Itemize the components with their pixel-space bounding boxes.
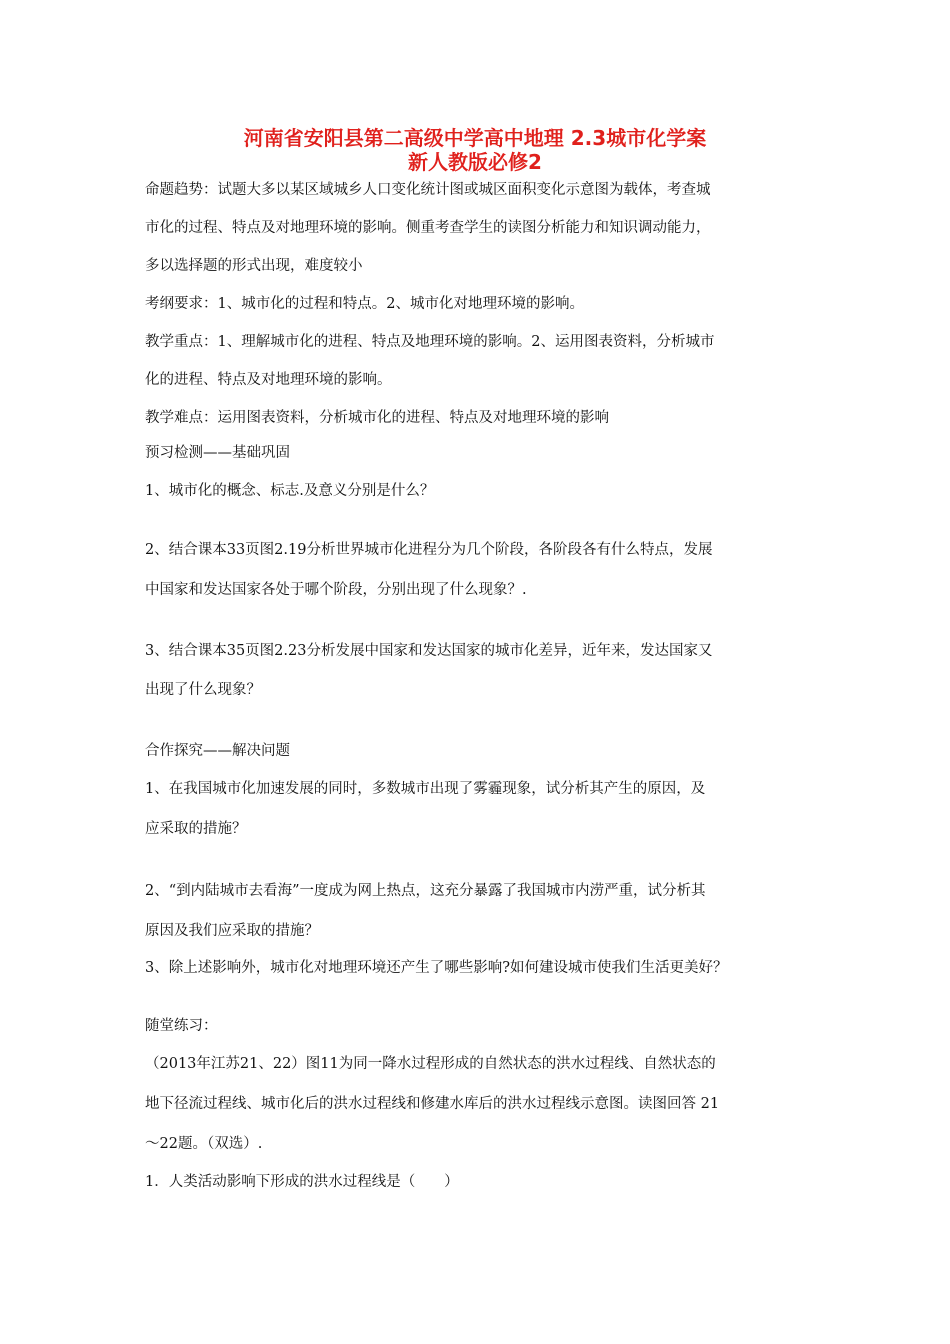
document-title-line-2: 新人教版必修2 [408,150,542,174]
paragraph-syllabus: 考纲要求：1、城市化的过程和特点。2、城市化对地理环境的影响。 [145,296,584,312]
paragraph-difficulty: 教学难点：运用图表资料，分析城市化的进程、特点及对地理环境的影响 [145,410,609,426]
practice-intro-line-1: （2013年江苏21、22）图11为同一降水过程形成的自然状态的洪水过程线、自然状态的 [145,1056,716,1072]
paragraph-trend-line-1: 命题趋势：试题大多以某区域城乡人口变化统计图或城区面积变化示意图为载体，考查城 [145,182,711,198]
question-preview-3-line-1: 3、结合课本35页图2.23分析发展中国家和发达国家的城市化差异，近年来，发达国家又 [145,643,713,659]
section-heading-practice: 随堂练习： [145,1018,218,1034]
practice-intro-line-2: 地下径流过程线、城市化后的洪水过程线和修建水库后的洪水过程线示意图。读图回答 21 [145,1096,720,1112]
question-preview-2-line-1: 2、结合课本33页图2.19分析世界城市化进程分为几个阶段，各阶段各有什么特点，发展 [145,542,713,558]
question-coop-2-line-2: 原因及我们应采取的措施？ [145,923,319,939]
paragraph-trend-line-2: 市化的过程、特点及对地理环境的影响。侧重考查学生的读图分析能力和知识调动能力， [145,220,711,236]
question-preview-3-line-2: 出现了什么现象？ [145,682,261,698]
practice-question-1: 1．人类活动影响下形成的洪水过程线是（ ） [145,1174,459,1190]
paragraph-trend-line-3: 多以选择题的形式出现，难度较小 [145,258,363,274]
question-coop-3: 3、除上述影响外，城市化对地理环境还产生了哪些影响?如何建设城市使我们生活更美好？ [145,960,728,976]
question-coop-1-line-2: 应采取的措施？ [145,821,247,837]
paragraph-key-points-line-2: 化的进程、特点及对地理环境的影响。 [145,372,392,388]
section-heading-preview: 预习检测——基础巩固 [145,445,290,461]
question-coop-1-line-1: 1、在我国城市化加速发展的同时，多数城市出现了雾霾现象，试分析其产生的原因，及 [145,781,706,797]
paragraph-key-points-line-1: 教学重点：1、理解城市化的进程、特点及地理环境的影响。2、运用图表资料，分析城市 [145,334,715,350]
question-preview-1: 1、城市化的概念、标志.及意义分别是什么？ [145,483,435,499]
question-preview-2-line-2: 中国家和发达国家各处于哪个阶段，分别出现了什么现象？. [145,582,527,598]
document-title-line-1: 河南省安阳县第二高级中学高中地理 2.3城市化学案 [243,126,707,150]
section-heading-cooperation: 合作探究——解决问题 [145,743,290,759]
question-coop-2-line-1: 2、“到内陆城市去看海”一度成为网上热点，这充分暴露了我国城市内涝严重，试分析其 [145,883,706,899]
practice-intro-line-3: ～22题。（双选）. [145,1136,263,1152]
